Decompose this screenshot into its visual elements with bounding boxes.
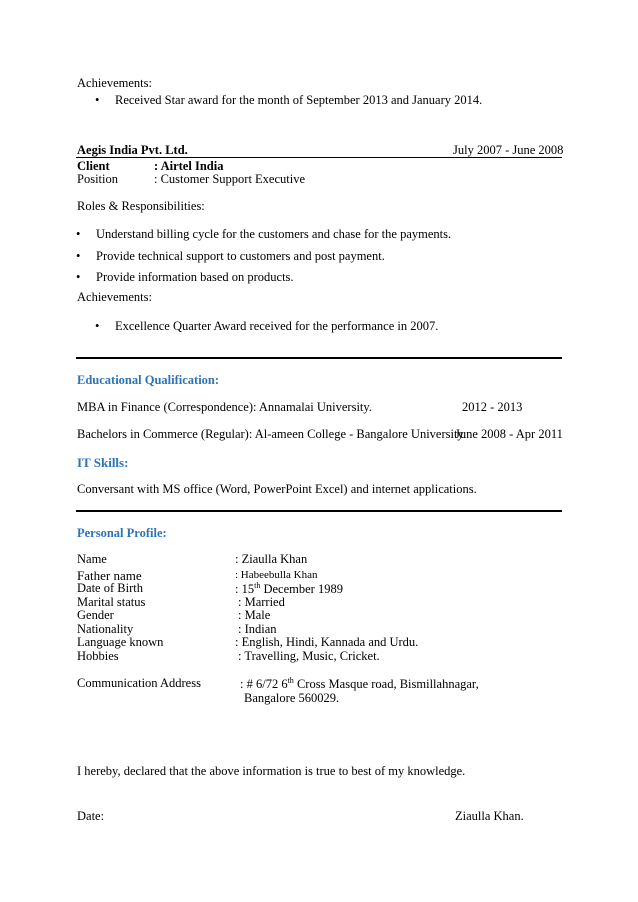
education-period: 2012 - 2013 [462, 400, 523, 414]
client-label: Client [77, 159, 110, 173]
education-period: June 2008 - Apr 2011 [455, 427, 563, 441]
profile-value: : Male [238, 608, 271, 622]
section-divider [76, 357, 562, 359]
profile-value: : 15th December 1989 [235, 581, 343, 597]
profile-label: Nationality [77, 622, 134, 636]
profile-label: Date of Birth [77, 581, 143, 595]
address-value: : # 6/72 6th Cross Masque road, Bismillahnagar, [240, 676, 479, 692]
job-period: July 2007 - June 2008 [453, 143, 564, 157]
education-degree: MBA in Finance (Correspondence): Annamalai University. [77, 400, 372, 414]
profile-value: : Habeebulla Khan [235, 569, 318, 581]
job-achievements-title: Achievements: [77, 290, 152, 304]
role-item: • Understand billing cycle for the customers and chase for the payments. [96, 227, 451, 242]
address-line2: Bangalore 560029. [244, 691, 340, 705]
position-label: Position [77, 172, 118, 186]
profile-label: Language known [77, 635, 164, 649]
roles-title: Roles & Responsibilities: [77, 199, 205, 213]
company-name: Aegis India Pvt. Ltd. [77, 143, 188, 157]
profile-label: Father name [77, 568, 142, 583]
position-value: : Customer Support Executive [154, 172, 306, 186]
profile-label: Name [77, 552, 107, 566]
profile-label: Hobbies [77, 649, 119, 663]
role-item: • Provide information based on products. [96, 270, 294, 285]
education-degree: Bachelors in Commerce (Regular): Al-ameen College - Bangalore University. [77, 427, 466, 441]
profile-value: : Ziaulla Khan [235, 552, 308, 566]
education-title: Educational Qualification: [77, 373, 220, 387]
achievement-item: • Received Star award for the month of September 2013 and January 2014. [115, 93, 482, 108]
job-achievement-item: • Excellence Quarter Award received for the performance in 2007. [115, 319, 438, 334]
declaration-text: I hereby, declared that the above information is true to best of my knowledge. [77, 764, 466, 778]
profile-value: : English, Hindi, Kannada and Urdu. [235, 635, 419, 649]
profile-value: : Travelling, Music, Cricket. [238, 649, 380, 663]
date-label: Date: [77, 809, 105, 823]
it-skills-text: Conversant with MS office (Word, PowerPoint Excel) and internet applications. [77, 482, 477, 496]
achievements-title: Achievements: [77, 76, 152, 90]
profile-value: : Married [238, 595, 285, 609]
profile-value: : Indian [238, 622, 277, 636]
client-value: : Airtel India [154, 159, 224, 173]
section-divider [76, 157, 562, 158]
section-divider [76, 510, 562, 512]
profile-title: Personal Profile: [77, 526, 167, 540]
profile-label: Gender [77, 608, 114, 622]
it-skills-title: IT Skills: [77, 455, 129, 470]
profile-label: Marital status [77, 595, 146, 609]
signature-name: Ziaulla Khan. [455, 809, 524, 823]
role-item: • Provide technical support to customers and post payment. [96, 249, 385, 264]
address-label: Communication Address [77, 676, 201, 690]
